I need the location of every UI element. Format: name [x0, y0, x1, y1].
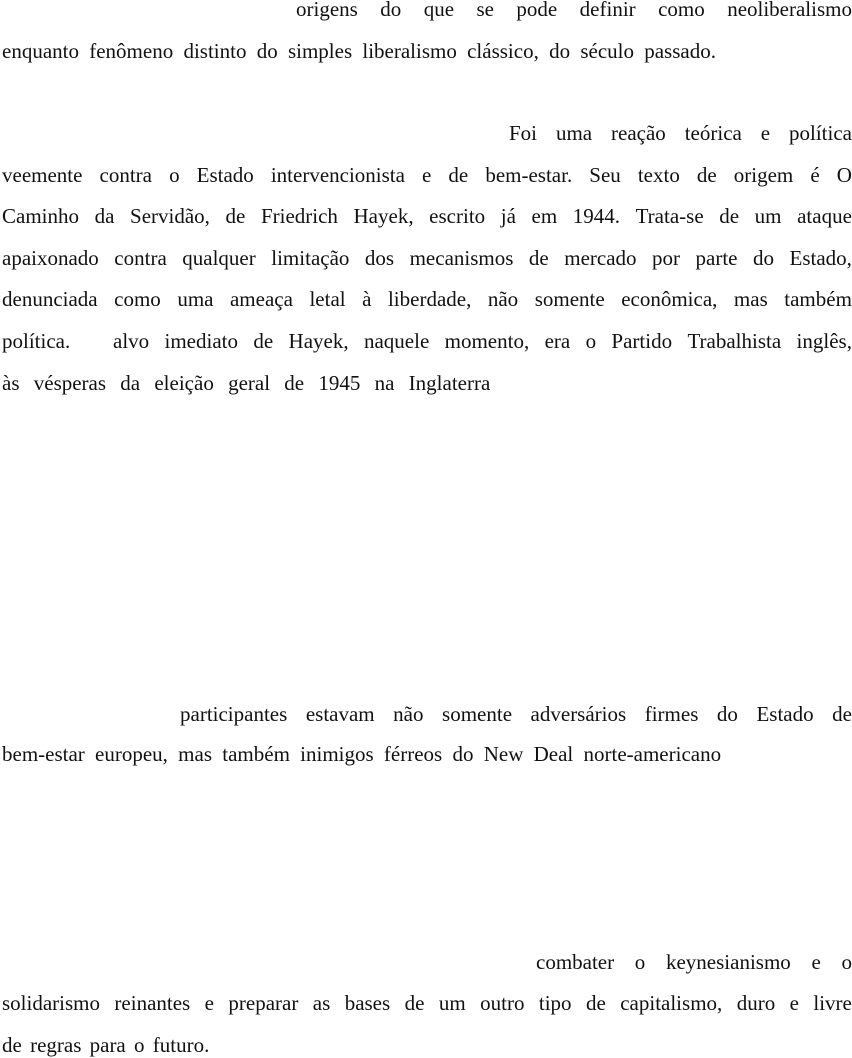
- word: se: [476, 0, 494, 21]
- word: de: [448, 163, 469, 187]
- word: adversários: [530, 702, 627, 726]
- text-line: [536, 950, 852, 974]
- word: era: [544, 329, 571, 353]
- word: como: [658, 0, 705, 21]
- word: escrito: [429, 204, 486, 228]
- word: texto: [637, 163, 680, 187]
- word: e: [811, 950, 821, 974]
- word: também: [784, 287, 852, 311]
- word: neoliberalismo: [727, 0, 852, 21]
- word: firmes: [644, 702, 699, 726]
- word: Trabalhista: [687, 329, 782, 353]
- word: Estado,: [789, 246, 852, 270]
- text-line: [509, 121, 852, 145]
- word: de: [696, 163, 717, 187]
- word: intervencionista: [270, 163, 405, 187]
- word: pode: [516, 0, 558, 21]
- word: e: [789, 991, 799, 1015]
- word: veemente: [2, 163, 83, 187]
- word: mas: [733, 287, 768, 311]
- word: outro: [480, 991, 525, 1015]
- word: tipo: [538, 991, 572, 1015]
- word: já: [500, 204, 516, 228]
- word: da: [94, 204, 115, 228]
- word: Partido: [611, 329, 673, 353]
- word: definir: [579, 0, 636, 21]
- text-line: [296, 0, 852, 21]
- word: apaixonado: [2, 246, 99, 270]
- text-line: [180, 702, 852, 726]
- word: política: [789, 121, 852, 145]
- word: contra: [114, 246, 167, 270]
- text-line: de regras para o futuro.: [2, 1033, 210, 1057]
- word: o: [169, 163, 180, 187]
- word: que: [423, 0, 455, 21]
- word: naquele: [363, 329, 430, 353]
- text-line: às vésperas da eleição geral de 1945 na Inglaterra: [2, 371, 491, 395]
- word: bem-estar.: [485, 163, 573, 187]
- word: e: [760, 121, 771, 145]
- word: dos: [364, 246, 395, 270]
- word: do: [380, 0, 402, 21]
- word: de: [404, 991, 425, 1015]
- word: livre: [813, 991, 852, 1015]
- word: Friedrich: [260, 204, 338, 228]
- word: 1944.: [572, 204, 620, 228]
- text-line: bem-estar europeu, mas também inimigos férreos do New Deal norte-americano: [2, 742, 722, 766]
- word: mecanismos: [409, 246, 514, 270]
- word: combater: [536, 950, 615, 974]
- word: reinantes: [114, 991, 191, 1015]
- word: liberdade,: [387, 287, 472, 311]
- text-line: política.: [2, 329, 71, 353]
- word: as: [312, 991, 331, 1015]
- word: e: [204, 991, 214, 1015]
- text-line: [2, 991, 852, 1015]
- word: limitação: [271, 246, 350, 270]
- word: como: [114, 287, 161, 311]
- word: de: [832, 702, 852, 726]
- word: uma: [555, 121, 593, 145]
- word: Estado: [756, 702, 814, 726]
- word: Estado: [196, 163, 254, 187]
- text-line: [2, 163, 852, 187]
- word: solidarismo: [2, 991, 100, 1015]
- word: teórica: [684, 121, 742, 145]
- word: do: [716, 702, 738, 726]
- word: em: [531, 204, 558, 228]
- word: Seu: [589, 163, 621, 187]
- word: por: [652, 246, 681, 270]
- word: estavam: [305, 702, 375, 726]
- word: keynesianismo: [665, 950, 791, 974]
- text-line: [113, 329, 852, 353]
- word: somente: [442, 702, 513, 726]
- word: duro: [736, 991, 776, 1015]
- word: um: [438, 991, 466, 1015]
- word: reação: [611, 121, 666, 145]
- word: Hayek,: [353, 204, 414, 228]
- word: capitalismo,: [620, 991, 723, 1015]
- word: Foi: [509, 121, 538, 145]
- word: Caminho: [2, 204, 79, 228]
- word: qualquer: [182, 246, 256, 270]
- word: Hayek,: [288, 329, 349, 353]
- text-line: [2, 287, 852, 311]
- word: mercado: [564, 246, 637, 270]
- word: ataque: [797, 204, 852, 228]
- word: momento,: [444, 329, 530, 353]
- word: não: [393, 702, 424, 726]
- word: o: [841, 950, 852, 974]
- word: não: [487, 287, 519, 311]
- word: somente: [534, 287, 605, 311]
- word: à: [362, 287, 372, 311]
- word: preparar: [228, 991, 299, 1015]
- word: alvo: [113, 329, 150, 353]
- word: de: [719, 204, 740, 228]
- word: contra: [99, 163, 152, 187]
- word: letal: [309, 287, 346, 311]
- word: de: [585, 991, 606, 1015]
- word: um: [754, 204, 782, 228]
- word: inglês,: [796, 329, 852, 353]
- word: denunciada: [2, 287, 98, 311]
- text-line: [2, 246, 852, 270]
- word: uma: [177, 287, 214, 311]
- word: é: [810, 163, 820, 187]
- word: econômica,: [621, 287, 718, 311]
- word: de: [253, 329, 274, 353]
- word: Trata-se: [635, 204, 704, 228]
- text-line: enquanto fenômeno distinto do simples liberalismo clássico, do século passado.: [2, 39, 716, 63]
- word: ameaça: [229, 287, 293, 311]
- word: O: [836, 163, 852, 187]
- word: do: [753, 246, 775, 270]
- word: o: [585, 329, 597, 353]
- word: o: [634, 950, 646, 974]
- word: e: [422, 163, 432, 187]
- word: Servidão,: [130, 204, 210, 228]
- word: participantes: [180, 702, 288, 726]
- word: imediato: [164, 329, 238, 353]
- text-line: [2, 204, 852, 228]
- word: origem: [733, 163, 794, 187]
- word: de: [528, 246, 549, 270]
- word: parte: [695, 246, 738, 270]
- word: bases: [344, 991, 391, 1015]
- word: origens: [296, 0, 358, 21]
- word: de: [225, 204, 246, 228]
